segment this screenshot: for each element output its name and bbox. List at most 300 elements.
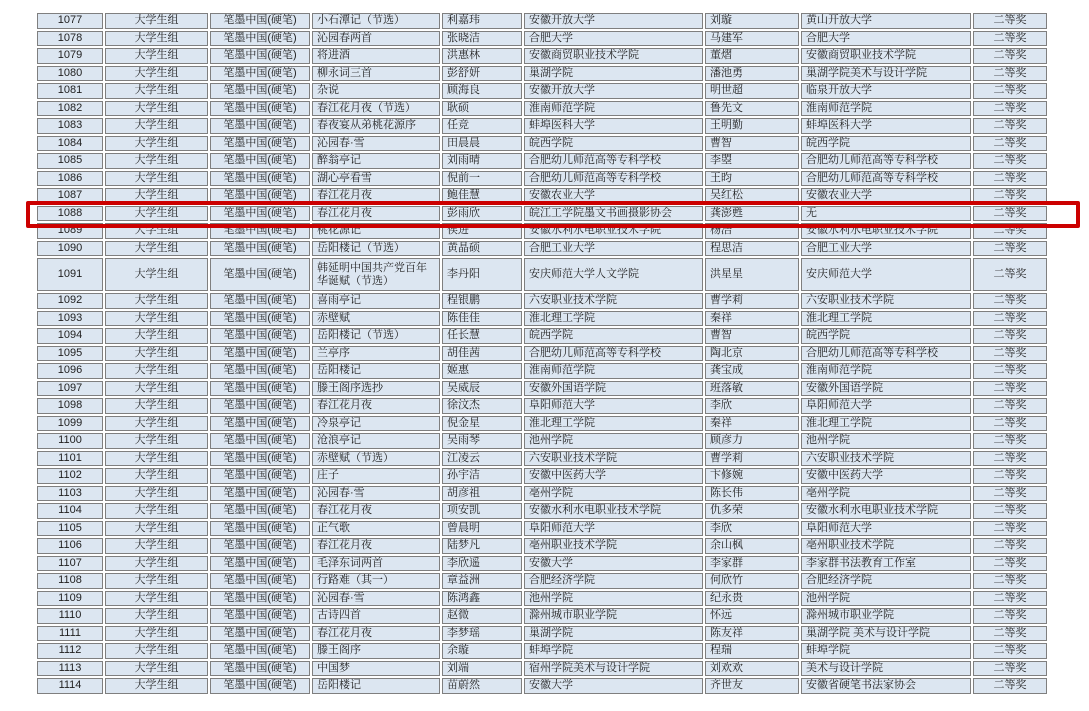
cell-category: 笔墨中国(硬笔): [210, 503, 310, 519]
cell-teacher-school: 淮北理工学院: [801, 311, 971, 327]
cell-school: 合肥大学: [524, 31, 703, 47]
cell-school: 六安职业技术学院: [524, 293, 703, 309]
cell-teacher-school: 安徽商贸职业技术学院: [801, 48, 971, 64]
cell-award: 二等奖: [973, 416, 1047, 432]
cell-school: 巢湖学院: [524, 66, 703, 82]
cell-group: 大学生组: [105, 258, 208, 291]
cell-author: 洪惠林: [442, 48, 522, 64]
cell-teacher-school: 池州学院: [801, 591, 971, 607]
cell-group: 大学生组: [105, 381, 208, 397]
cell-teacher-school: 合肥幼儿师范高等专科学校: [801, 153, 971, 169]
cell-group: 大学生组: [105, 83, 208, 99]
cell-group: 大学生组: [105, 608, 208, 624]
cell-award: 二等奖: [973, 66, 1047, 82]
cell-id: 1103: [37, 486, 103, 502]
cell-teacher-school: 安徽水利水电职业技术学院: [801, 223, 971, 239]
cell-category: 笔墨中国(硬笔): [210, 171, 310, 187]
cell-teacher-school: 淮北理工学院: [801, 416, 971, 432]
cell-work: 春江花月夜: [312, 188, 440, 204]
cell-work: 岳阳楼记（节选）: [312, 328, 440, 344]
cell-award: 二等奖: [973, 661, 1047, 677]
cell-teacher: 刘璇: [705, 13, 799, 29]
cell-teacher-school: 黄山开放大学: [801, 13, 971, 29]
cell-id: 1094: [37, 328, 103, 344]
cell-id: 1088: [37, 206, 103, 222]
cell-teacher: 龚宝成: [705, 363, 799, 379]
cell-award: 二等奖: [973, 48, 1047, 64]
cell-group: 大学生组: [105, 66, 208, 82]
cell-category: 笔墨中国(硬笔): [210, 258, 310, 291]
cell-group: 大学生组: [105, 556, 208, 572]
cell-author: 彭舒妍: [442, 66, 522, 82]
cell-category: 笔墨中国(硬笔): [210, 206, 310, 222]
cell-category: 笔墨中国(硬笔): [210, 328, 310, 344]
cell-category: 笔墨中国(硬笔): [210, 83, 310, 99]
cell-group: 大学生组: [105, 153, 208, 169]
cell-author: 任长慧: [442, 328, 522, 344]
cell-award: 二等奖: [973, 468, 1047, 484]
cell-teacher: 曹学莉: [705, 293, 799, 309]
cell-group: 大学生组: [105, 468, 208, 484]
cell-work: 春江花月夜: [312, 538, 440, 554]
cell-id: 1093: [37, 311, 103, 327]
cell-school: 安庆师范大学人文学院: [524, 258, 703, 291]
cell-work: 春江花月夜: [312, 626, 440, 642]
cell-teacher: 曹智: [705, 328, 799, 344]
cell-id: 1112: [37, 643, 103, 659]
cell-author: 倪前一: [442, 171, 522, 187]
table-row: [37, 573, 1047, 589]
cell-teacher-school: 淮南师范学院: [801, 101, 971, 117]
cell-id: 1109: [37, 591, 103, 607]
cell-group: 大学生组: [105, 101, 208, 117]
table-row-highlighted: [37, 206, 1047, 222]
cell-category: 笔墨中国(硬笔): [210, 188, 310, 204]
cell-id: 1080: [37, 66, 103, 82]
cell-id: 1077: [37, 13, 103, 29]
cell-school: 合肥幼儿师范高等专科学校: [524, 346, 703, 362]
cell-author: 程银鹏: [442, 293, 522, 309]
cell-award: 二等奖: [973, 328, 1047, 344]
cell-id: 1089: [37, 223, 103, 239]
cell-category: 笔墨中国(硬笔): [210, 66, 310, 82]
cell-author: 李欣遥: [442, 556, 522, 572]
cell-category: 笔墨中国(硬笔): [210, 538, 310, 554]
cell-id: 1078: [37, 31, 103, 47]
cell-id: 1107: [37, 556, 103, 572]
cell-award: 二等奖: [973, 188, 1047, 204]
cell-teacher-school: 安徽中医药大学: [801, 468, 971, 484]
table-row: [37, 626, 1047, 642]
cell-teacher: 陈友祥: [705, 626, 799, 642]
cell-teacher: 王昀: [705, 171, 799, 187]
cell-school: 淮南师范学院: [524, 101, 703, 117]
cell-award: 二等奖: [973, 83, 1047, 99]
table-row: [37, 661, 1047, 677]
cell-award: 二等奖: [973, 258, 1047, 291]
cell-award: 二等奖: [973, 118, 1047, 134]
table-row: [37, 293, 1047, 309]
cell-teacher-school: 巢湖学院美术与设计学院: [801, 66, 971, 82]
cell-award: 二等奖: [973, 241, 1047, 257]
awards-table: [35, 11, 1049, 696]
cell-teacher-school: 蚌埠学院: [801, 643, 971, 659]
cell-group: 大学生组: [105, 643, 208, 659]
cell-work: 毛泽东词两首: [312, 556, 440, 572]
cell-school: 亳州职业技术学院: [524, 538, 703, 554]
cell-teacher: 刘欢欢: [705, 661, 799, 677]
cell-category: 笔墨中国(硬笔): [210, 521, 310, 537]
cell-group: 大学生组: [105, 503, 208, 519]
cell-teacher: 程瑞: [705, 643, 799, 659]
cell-group: 大学生组: [105, 416, 208, 432]
cell-school: 合肥幼儿师范高等专科学校: [524, 171, 703, 187]
cell-school: 安徽开放大学: [524, 13, 703, 29]
cell-group: 大学生组: [105, 521, 208, 537]
cell-author: 侯进: [442, 223, 522, 239]
cell-school: 合肥工业大学: [524, 241, 703, 257]
cell-school: 淮南师范学院: [524, 363, 703, 379]
cell-work: 沁园春两首: [312, 31, 440, 47]
cell-school: 安徽外国语学院: [524, 381, 703, 397]
cell-id: 1099: [37, 416, 103, 432]
cell-school: 宿州学院美术与设计学院: [524, 661, 703, 677]
cell-school: 亳州学院: [524, 486, 703, 502]
cell-teacher-school: 合肥幼儿师范高等专科学校: [801, 346, 971, 362]
table-row: [37, 398, 1047, 414]
cell-id: 1081: [37, 83, 103, 99]
cell-author: 耿硕: [442, 101, 522, 117]
cell-id: 1098: [37, 398, 103, 414]
cell-teacher: 纪永贵: [705, 591, 799, 607]
table-row: [37, 678, 1047, 694]
cell-work: 沧浪亭记: [312, 433, 440, 449]
cell-work: 正气歌: [312, 521, 440, 537]
cell-teacher: 李欣: [705, 521, 799, 537]
table-row: [37, 223, 1047, 239]
cell-school: 滁州城市职业学院: [524, 608, 703, 624]
cell-group: 大学生组: [105, 48, 208, 64]
cell-award: 二等奖: [973, 311, 1047, 327]
cell-id: 1104: [37, 503, 103, 519]
cell-award: 二等奖: [973, 486, 1047, 502]
cell-teacher-school: 安徽农业大学: [801, 188, 971, 204]
cell-category: 笔墨中国(硬笔): [210, 241, 310, 257]
cell-award: 二等奖: [973, 538, 1047, 554]
cell-teacher: 鲁先文: [705, 101, 799, 117]
cell-work: 滕王阁序: [312, 643, 440, 659]
cell-category: 笔墨中国(硬笔): [210, 118, 310, 134]
cell-teacher-school: 亳州学院: [801, 486, 971, 502]
cell-school: 池州学院: [524, 433, 703, 449]
cell-teacher-school: 淮南师范学院: [801, 363, 971, 379]
table-row: [37, 346, 1047, 362]
cell-teacher-school: 池州学院: [801, 433, 971, 449]
table-row: [37, 66, 1047, 82]
cell-work: 湖心亭看雪: [312, 171, 440, 187]
cell-category: 笔墨中国(硬笔): [210, 136, 310, 152]
cell-school: 皖西学院: [524, 328, 703, 344]
cell-work: 赤壁赋: [312, 311, 440, 327]
table-row: [37, 556, 1047, 572]
table-row: [37, 381, 1047, 397]
cell-category: 笔墨中国(硬笔): [210, 591, 310, 607]
cell-school: 蚌埠医科大学: [524, 118, 703, 134]
table-row: [37, 241, 1047, 257]
cell-id: 1086: [37, 171, 103, 187]
cell-teacher: 班落敏: [705, 381, 799, 397]
cell-school: 安徽大学: [524, 556, 703, 572]
cell-id: 1083: [37, 118, 103, 134]
cell-teacher: 李曌: [705, 153, 799, 169]
cell-author: 李梦瑶: [442, 626, 522, 642]
cell-author: 陆梦凡: [442, 538, 522, 554]
table-row: [37, 643, 1047, 659]
cell-id: 1082: [37, 101, 103, 117]
cell-group: 大学生组: [105, 223, 208, 239]
cell-author: 鲍佳慧: [442, 188, 522, 204]
cell-work: 春江花月夜: [312, 503, 440, 519]
cell-author: 刘端: [442, 661, 522, 677]
cell-teacher: 龚澎甦: [705, 206, 799, 222]
table-row: [37, 311, 1047, 327]
cell-teacher-school: 临泉开放大学: [801, 83, 971, 99]
cell-work: 小石潭记（节选）: [312, 13, 440, 29]
cell-work: 沁园春·雪: [312, 486, 440, 502]
cell-author: 章益洲: [442, 573, 522, 589]
cell-work: 庄子: [312, 468, 440, 484]
table-row: [37, 521, 1047, 537]
table-row: [37, 503, 1047, 519]
cell-author: 吴雨琴: [442, 433, 522, 449]
cell-teacher-school: 安徽省硬笔书法家协会: [801, 678, 971, 694]
cell-category: 笔墨中国(硬笔): [210, 346, 310, 362]
cell-author: 苗蔚然: [442, 678, 522, 694]
awards-table-region: [35, 11, 1049, 696]
cell-school: 六安职业技术学院: [524, 451, 703, 467]
cell-group: 大学生组: [105, 31, 208, 47]
cell-award: 二等奖: [973, 101, 1047, 117]
cell-work: 春江花月夜（节选）: [312, 101, 440, 117]
cell-author: 胡彦祖: [442, 486, 522, 502]
cell-id: 1084: [37, 136, 103, 152]
cell-author: 曾晨明: [442, 521, 522, 537]
cell-work: 春夜宴从弟桃花源序: [312, 118, 440, 134]
cell-teacher-school: 合肥经济学院: [801, 573, 971, 589]
cell-teacher: 马建军: [705, 31, 799, 47]
cell-award: 二等奖: [973, 223, 1047, 239]
cell-work: 赤壁赋（节选）: [312, 451, 440, 467]
cell-author: 项安凯: [442, 503, 522, 519]
cell-id: 1106: [37, 538, 103, 554]
cell-work: 春江花月夜: [312, 398, 440, 414]
cell-award: 二等奖: [973, 556, 1047, 572]
cell-author: 姬惠: [442, 363, 522, 379]
cell-award: 二等奖: [973, 153, 1047, 169]
cell-award: 二等奖: [973, 31, 1047, 47]
cell-teacher: 顾彦力: [705, 433, 799, 449]
cell-group: 大学生组: [105, 13, 208, 29]
cell-id: 1111: [37, 626, 103, 642]
cell-category: 笔墨中国(硬笔): [210, 416, 310, 432]
cell-author: 彭雨欣: [442, 206, 522, 222]
cell-school: 蚌埠学院: [524, 643, 703, 659]
cell-teacher: 齐世友: [705, 678, 799, 694]
cell-school: 池州学院: [524, 591, 703, 607]
cell-school: 合肥幼儿师范高等专科学校: [524, 153, 703, 169]
cell-award: 二等奖: [973, 678, 1047, 694]
cell-work: 中国梦: [312, 661, 440, 677]
cell-teacher-school: 阜阳师范大学: [801, 398, 971, 414]
cell-teacher-school: 滁州城市职业学院: [801, 608, 971, 624]
cell-work: 桃花源记: [312, 223, 440, 239]
cell-id: 1085: [37, 153, 103, 169]
table-row: [37, 486, 1047, 502]
cell-school: 合肥经济学院: [524, 573, 703, 589]
cell-teacher: 何欣竹: [705, 573, 799, 589]
cell-school: 巢湖学院: [524, 626, 703, 642]
cell-work: 柳永词三首: [312, 66, 440, 82]
cell-teacher-school: 六安职业技术学院: [801, 293, 971, 309]
cell-author: 张晓洁: [442, 31, 522, 47]
cell-work: 岳阳楼记: [312, 363, 440, 379]
cell-award: 二等奖: [973, 521, 1047, 537]
cell-school: 安徽开放大学: [524, 83, 703, 99]
cell-group: 大学生组: [105, 678, 208, 694]
table-row: [37, 433, 1047, 449]
cell-group: 大学生组: [105, 118, 208, 134]
cell-category: 笔墨中国(硬笔): [210, 643, 310, 659]
cell-category: 笔墨中国(硬笔): [210, 556, 310, 572]
cell-group: 大学生组: [105, 661, 208, 677]
cell-work: 岳阳楼记: [312, 678, 440, 694]
cell-id: 1108: [37, 573, 103, 589]
cell-work: 韩延明中国共产党百年华诞赋（节选）: [312, 258, 440, 291]
cell-award: 二等奖: [973, 206, 1047, 222]
cell-teacher-school: 合肥工业大学: [801, 241, 971, 257]
cell-category: 笔墨中国(硬笔): [210, 223, 310, 239]
cell-group: 大学生组: [105, 398, 208, 414]
cell-teacher: 曹学莉: [705, 451, 799, 467]
cell-school: 淮北理工学院: [524, 311, 703, 327]
cell-teacher-school: 安庆师范大学: [801, 258, 971, 291]
cell-category: 笔墨中国(硬笔): [210, 398, 310, 414]
cell-work: 沁园春·雪: [312, 136, 440, 152]
cell-category: 笔墨中国(硬笔): [210, 101, 310, 117]
cell-school: 阜阳师范大学: [524, 398, 703, 414]
cell-teacher: 陶北京: [705, 346, 799, 362]
cell-category: 笔墨中国(硬笔): [210, 293, 310, 309]
cell-school: 皖西学院: [524, 136, 703, 152]
table-row: [37, 328, 1047, 344]
cell-work: 滕王阁序选抄: [312, 381, 440, 397]
cell-author: 陈鸿鑫: [442, 591, 522, 607]
cell-award: 二等奖: [973, 293, 1047, 309]
cell-teacher: 王明勤: [705, 118, 799, 134]
table-row: [37, 171, 1047, 187]
cell-teacher-school: 皖西学院: [801, 136, 971, 152]
cell-teacher: 李家群: [705, 556, 799, 572]
cell-id: 1100: [37, 433, 103, 449]
cell-author: 任竞: [442, 118, 522, 134]
cell-teacher-school: 亳州职业技术学院: [801, 538, 971, 554]
cell-category: 笔墨中国(硬笔): [210, 661, 310, 677]
cell-work: 春江花月夜: [312, 206, 440, 222]
table-row: [37, 416, 1047, 432]
cell-teacher: 怀远: [705, 608, 799, 624]
cell-school: 阜阳师范大学: [524, 521, 703, 537]
cell-award: 二等奖: [973, 608, 1047, 624]
cell-work: 冷泉亭记: [312, 416, 440, 432]
cell-award: 二等奖: [973, 573, 1047, 589]
cell-teacher: 吴红松: [705, 188, 799, 204]
cell-teacher: 秦祥: [705, 416, 799, 432]
cell-id: 1101: [37, 451, 103, 467]
cell-teacher-school: 安徽水利水电职业技术学院: [801, 503, 971, 519]
cell-teacher: 陈长伟: [705, 486, 799, 502]
cell-award: 二等奖: [973, 398, 1047, 414]
cell-id: 1095: [37, 346, 103, 362]
cell-category: 笔墨中国(硬笔): [210, 31, 310, 47]
cell-category: 笔墨中国(硬笔): [210, 48, 310, 64]
cell-id: 1114: [37, 678, 103, 694]
cell-school: 安徽水利水电职业技术学院: [524, 503, 703, 519]
cell-id: 1105: [37, 521, 103, 537]
table-row: [37, 153, 1047, 169]
cell-category: 笔墨中国(硬笔): [210, 311, 310, 327]
cell-id: 1102: [37, 468, 103, 484]
cell-author: 黄晶硕: [442, 241, 522, 257]
cell-work: 沁园春·雪: [312, 591, 440, 607]
cell-school: 安徽商贸职业技术学院: [524, 48, 703, 64]
cell-author: 顾海良: [442, 83, 522, 99]
cell-id: 1113: [37, 661, 103, 677]
cell-group: 大学生组: [105, 311, 208, 327]
cell-school: 淮北理工学院: [524, 416, 703, 432]
cell-author: 赵微: [442, 608, 522, 624]
cell-id: 1087: [37, 188, 103, 204]
cell-award: 二等奖: [973, 363, 1047, 379]
cell-category: 笔墨中国(硬笔): [210, 626, 310, 642]
cell-id: 1096: [37, 363, 103, 379]
table-row: [37, 591, 1047, 607]
cell-teacher-school: 阜阳师范大学: [801, 521, 971, 537]
cell-category: 笔墨中国(硬笔): [210, 363, 310, 379]
cell-teacher: 余山枫: [705, 538, 799, 554]
cell-category: 笔墨中国(硬笔): [210, 678, 310, 694]
table-row: [37, 188, 1047, 204]
cell-award: 二等奖: [973, 451, 1047, 467]
table-row: [37, 48, 1047, 64]
cell-work: 古诗四首: [312, 608, 440, 624]
cell-teacher-school: 无: [801, 206, 971, 222]
cell-id: 1097: [37, 381, 103, 397]
cell-work: 兰亭序: [312, 346, 440, 362]
cell-category: 笔墨中国(硬笔): [210, 451, 310, 467]
cell-work: 杂说: [312, 83, 440, 99]
cell-teacher: 卞修婉: [705, 468, 799, 484]
table-row: [37, 451, 1047, 467]
cell-group: 大学生组: [105, 171, 208, 187]
table-row: [37, 136, 1047, 152]
cell-group: 大学生组: [105, 293, 208, 309]
cell-award: 二等奖: [973, 503, 1047, 519]
cell-work: 将进酒: [312, 48, 440, 64]
cell-group: 大学生组: [105, 626, 208, 642]
cell-award: 二等奖: [973, 13, 1047, 29]
cell-teacher: 明世超: [705, 83, 799, 99]
cell-author: 利嘉玮: [442, 13, 522, 29]
